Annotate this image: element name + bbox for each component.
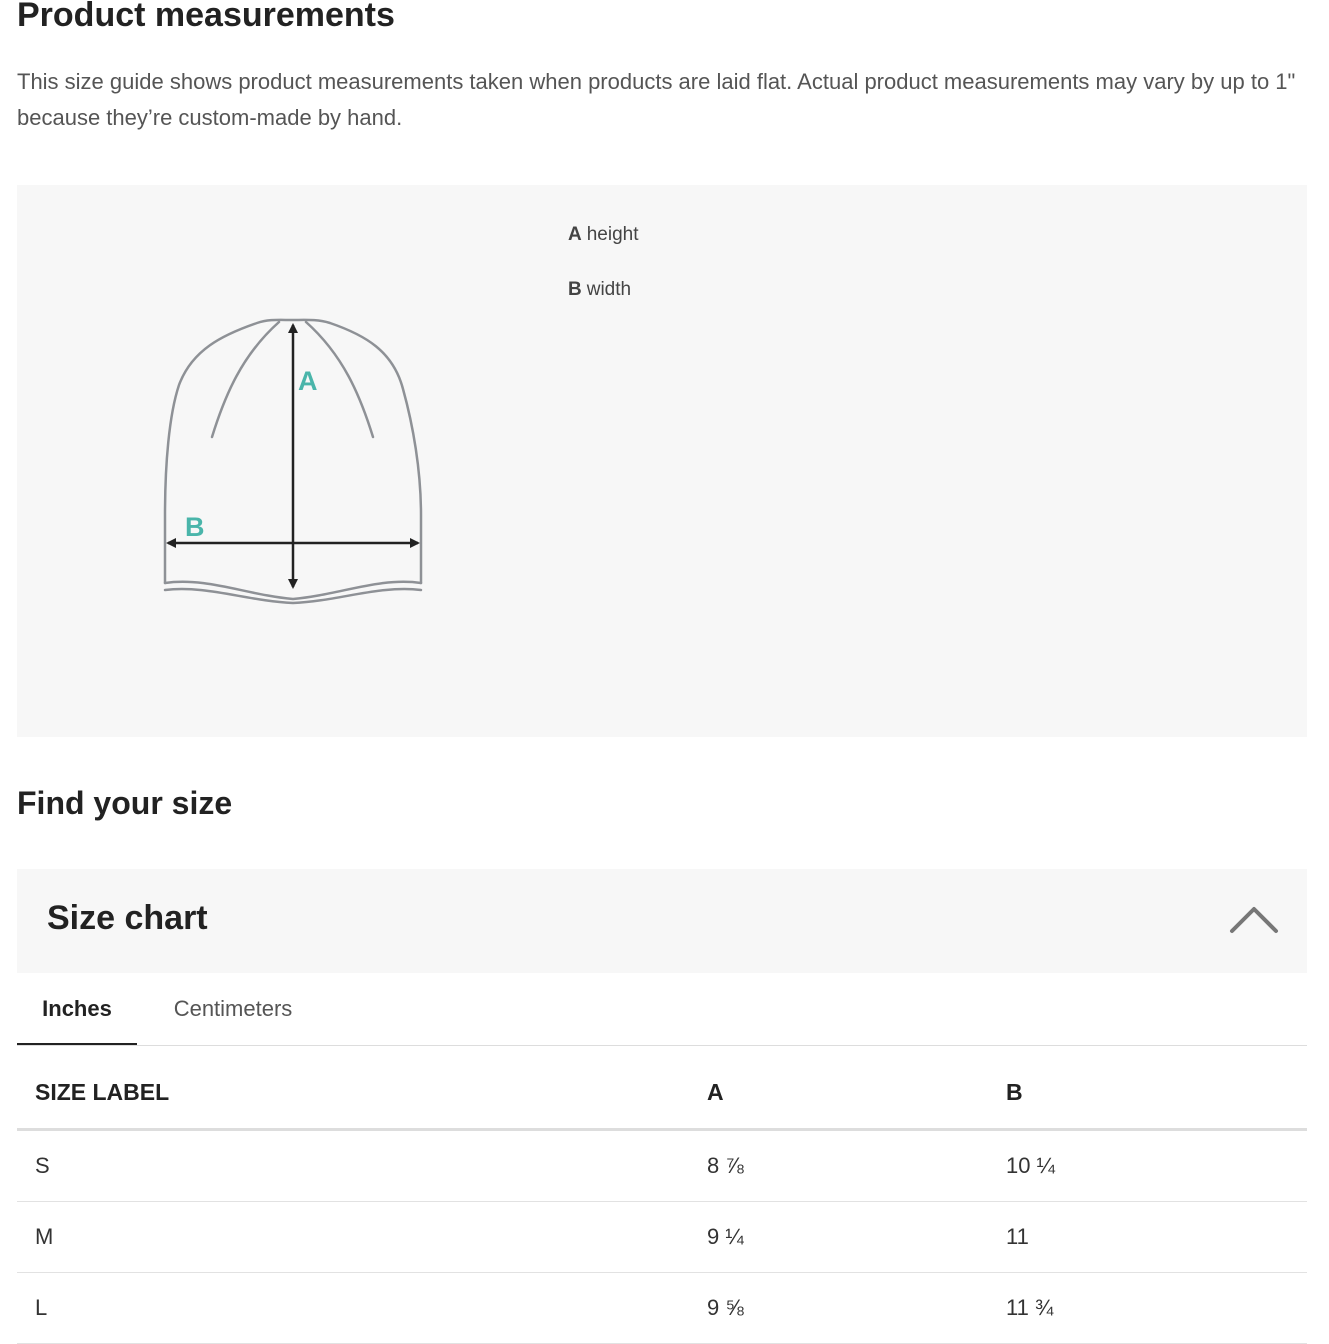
page-title: Product measurements bbox=[17, 0, 395, 34]
measurement-b-cell: 11 bbox=[988, 1202, 1307, 1273]
chevron-up-icon[interactable] bbox=[1229, 905, 1279, 935]
legend-text: height bbox=[586, 224, 639, 245]
tab-inches[interactable]: Inches bbox=[17, 974, 137, 1045]
size-chart-table bbox=[17, 1056, 1307, 1344]
size-chart-accordion-header[interactable] bbox=[17, 869, 1307, 973]
measurement-legend bbox=[568, 221, 639, 331]
measurement-a-cell: 8 ⅞ bbox=[689, 1130, 988, 1202]
find-your-size-heading: Find your size bbox=[17, 785, 233, 821]
tab-centimeters[interactable]: Centimeters bbox=[173, 996, 293, 1021]
size-chart-title: Size chart bbox=[47, 899, 208, 937]
diagram-label-a: A bbox=[298, 366, 318, 396]
legend-key: A bbox=[568, 224, 582, 245]
legend-item-width bbox=[568, 276, 639, 331]
beanie-diagram bbox=[17, 185, 1307, 737]
column-header-a: A bbox=[689, 1056, 988, 1130]
measurement-b-cell: 11 ¾ bbox=[988, 1273, 1307, 1344]
column-header-size-label: SIZE LABEL bbox=[17, 1056, 689, 1130]
measurement-b-cell: 10 ¼ bbox=[988, 1130, 1307, 1202]
size-label-cell: S bbox=[17, 1130, 689, 1202]
legend-item-height bbox=[568, 221, 639, 276]
table-row bbox=[17, 1273, 1307, 1344]
legend-text: width bbox=[586, 279, 632, 300]
measurement-a-cell: 9 ⅝ bbox=[689, 1273, 988, 1344]
size-guide-description: This size guide shows product measurements taken when products are laid flat. Actual product measurements may vary by up to 1" because they’re custom-made by hand. bbox=[17, 69, 1296, 130]
table-row bbox=[17, 1202, 1307, 1273]
measurement-diagram-panel bbox=[17, 185, 1307, 737]
table-row bbox=[17, 1130, 1307, 1202]
size-label-cell: M bbox=[17, 1202, 689, 1273]
measurement-a-cell: 9 ¼ bbox=[689, 1202, 988, 1273]
unit-tabs bbox=[17, 974, 1307, 1046]
legend-key: B bbox=[568, 279, 582, 300]
diagram-label-b: B bbox=[185, 512, 205, 542]
column-header-b: B bbox=[988, 1056, 1307, 1130]
table-header-row bbox=[17, 1056, 1307, 1130]
size-label-cell: L bbox=[17, 1273, 689, 1344]
